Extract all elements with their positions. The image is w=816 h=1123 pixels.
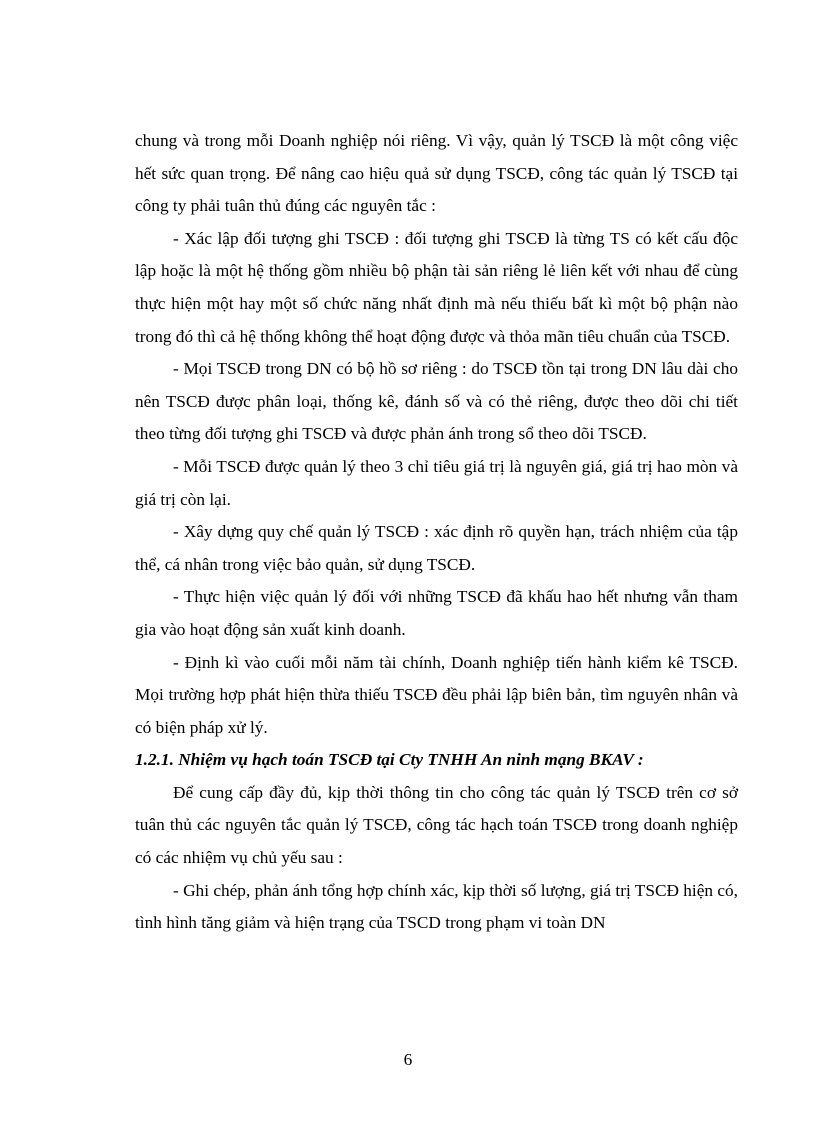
paragraph-annual-inventory: - Định kì vào cuối mỗi năm tài chính, Doanh nghiệp tiến hành kiểm kê TSCĐ. Mọi trường hợp phát hiện thừa thiếu TSCĐ đều phải lập biên bản, tìm nguyên nhân và có biện pháp xử lý. xyxy=(135,652,738,737)
paragraph-asset-records: - Mọi TSCĐ trong DN có bộ hồ sơ riêng : do TSCĐ tồn tại trong DN lâu dài cho nên TSCĐ được phân loại, thống kê, đánh số và có thẻ riêng, được theo dõi chi tiết theo từng đối tượng ghi TSCĐ và được phản ánh trong sổ theo dõi TSCĐ. xyxy=(135,359,738,444)
page-number: 6 xyxy=(403,1050,413,1069)
document-body xyxy=(135,125,738,940)
paragraph-accounting-tasks-intro: Để cung cấp đầy đủ, kịp thời thông tin cho công tác quản lý TSCĐ trên cơ sở tuân thủ các nguyên tắc quản lý TSCĐ, công tác hạch toán TSCĐ trong doanh nghiệp có các nhiệm vụ chủ yếu sau : xyxy=(135,782,738,868)
section-heading: 1.2.1. Nhiệm vụ hạch toán TSCĐ tại Cty TNHH An ninh mạng BKAV : xyxy=(135,750,644,770)
paragraph-asset-identification: - Xác lập đối tượng ghi TSCĐ : đối tượng ghi TSCĐ là từng TS có kết cấu độc lập hoặc là một hệ thống gồm nhiều bộ phận tài sản riêng lẻ liên kết với nhau để cùng thực hiện một hay một số chức năng nhất định mà nếu thiếu bất kì một bộ phận nào trong đó thì cả hệ thống không thể hoạt động được và thỏa mãn tiêu chuẩn của TSCĐ. xyxy=(135,228,738,346)
paragraph-value-indicators: - Mỗi TSCĐ được quản lý theo 3 chỉ tiêu giá trị là nguyên giá, giá trị hao mòn và giá trị còn lại. xyxy=(135,456,738,509)
paragraph-depreciated-assets: - Thực hiện việc quản lý đối với những TSCĐ đã khấu hao hết nhưng vẫn tham gia vào hoạt động sản xuất kinh doanh. xyxy=(135,587,738,639)
paragraph-management-rules: - Xây dựng quy chế quản lý TSCĐ : xác định rõ quyền hạn, trách nhiệm của tập thể, cá nhân trong việc bảo quản, sử dụng TSCĐ. xyxy=(135,522,738,574)
paragraph-continuation: chung và trong mỗi Doanh nghiệp nói riêng. Vì vậy, quản lý TSCĐ là một công việc hết sức quan trọng. Để nâng cao hiệu quả sử dụng TSCĐ, công tác quản lý TSCĐ tại công ty phải tuân thủ đúng các nguyên tắc : xyxy=(135,131,738,216)
paragraph-recording-task: - Ghi chép, phản ánh tổng hợp chính xác, kịp thời số lượng, giá trị TSCĐ hiện có, tình hình tăng giảm và hiện trạng của TSCD trong phạm vi toàn DN xyxy=(135,880,738,933)
